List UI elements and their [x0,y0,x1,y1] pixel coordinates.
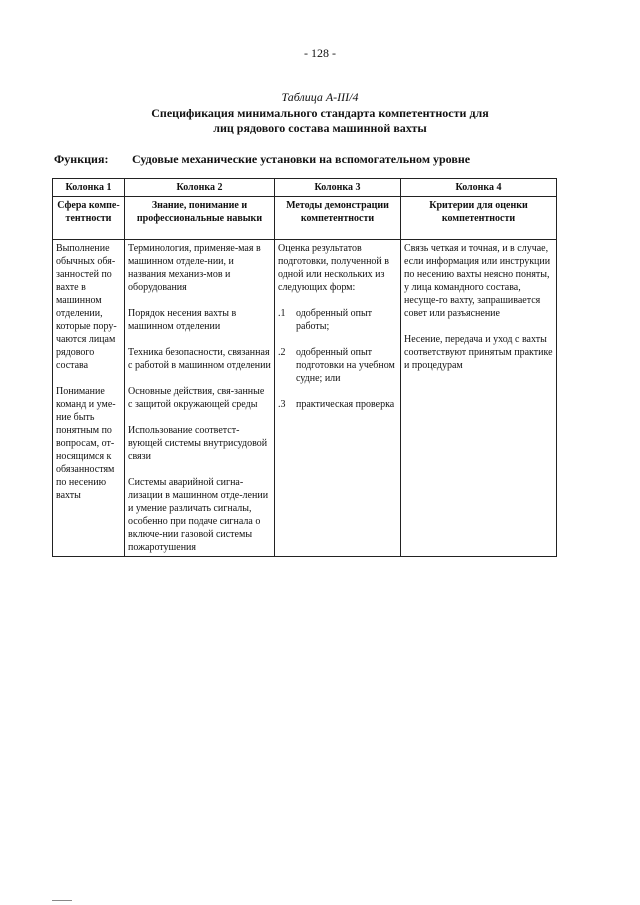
function-value: Судовые механические установки на вспомогательном уровне [132,152,471,166]
column-3-number: Колонка 3 [275,179,401,197]
competence-item: Выполнение обычных обя-занностей по вахте в машинном отделении, которые пору-чаются лицам рядового состава [56,243,117,371]
method-item [278,346,397,385]
criteria-item: Связь четкая и точная, и в случае, если информация или инструкции по несению вахты неясно поняты, у лица командного состава, несуще-го вахту, запрашивается совет или разъяснение [404,243,551,319]
function-label: Функция: [54,152,109,166]
table-title [0,106,640,136]
column-2-cell [125,240,275,557]
column-4-cell [401,240,557,557]
table-reference: Таблица A-III/4 [281,90,359,104]
competence-table [52,178,557,557]
method-text: одобренный опыт подготовки на учебном судне; или [296,347,395,384]
page-edge-mark [52,900,72,901]
column-header-row [53,197,557,240]
method-text: одобренный опыт работы; [296,308,373,332]
knowledge-item: Техника безопасности, связанная с работой в машинном отделении [128,347,271,371]
method-number: .3 [278,399,286,410]
page-number: - 128 - [304,46,336,60]
column-2-number: Колонка 2 [125,179,275,197]
method-text: практическая проверка [296,399,395,410]
column-1-cell [53,240,125,557]
title-line-1: Спецификация минимального стандарта компетентности для [151,106,489,120]
column-4-header: Критерии для оценки компетентности [401,197,557,240]
column-4-number: Колонка 4 [401,179,557,197]
knowledge-item: Порядок несения вахты в машинном отделении [128,308,237,332]
column-3-header: Методы демонстрации компетентности [275,197,401,240]
method-number: .2 [278,347,286,358]
competence-item: Понимание команд и уме-ние быть понятным по вопросам, от-носящимся к обязанностям по несению вахты [56,386,116,501]
method-number: .1 [278,308,286,319]
method-item [278,398,397,411]
knowledge-item: Системы аварийной сигна-лизации в машинном отде-лении и умение различать сигналы, особенно при подаче сигнала о включе-нии газовой системы пожаротушения [128,477,269,553]
column-3-cell [275,240,401,557]
method-item [278,307,397,333]
column-number-row [53,179,557,197]
methods-intro: Оценка результатов подготовки, полученной в одной или нескольких из следующих форм: [278,243,389,293]
content-row [53,240,557,557]
column-2-header: Знание, понимание и профессиональные навыки [125,197,275,240]
column-1-number: Колонка 1 [53,179,125,197]
knowledge-item: Основные действия, свя-занные с защитой окружающей среды [128,386,265,410]
title-line-2: лиц рядового состава машинной вахты [213,121,427,135]
criteria-item: Несение, передача и уход с вахты соответствуют принятым практике и процедурам [404,334,553,371]
knowledge-item: Терминология, применяе-мая в машинном отделе-нии, и названия механиз-мов и оборудования [128,243,261,293]
knowledge-item: Использование соответст-вующей системы внутрисудовой связи [128,425,268,462]
column-1-header: Сфера компе-тентности [53,197,125,240]
